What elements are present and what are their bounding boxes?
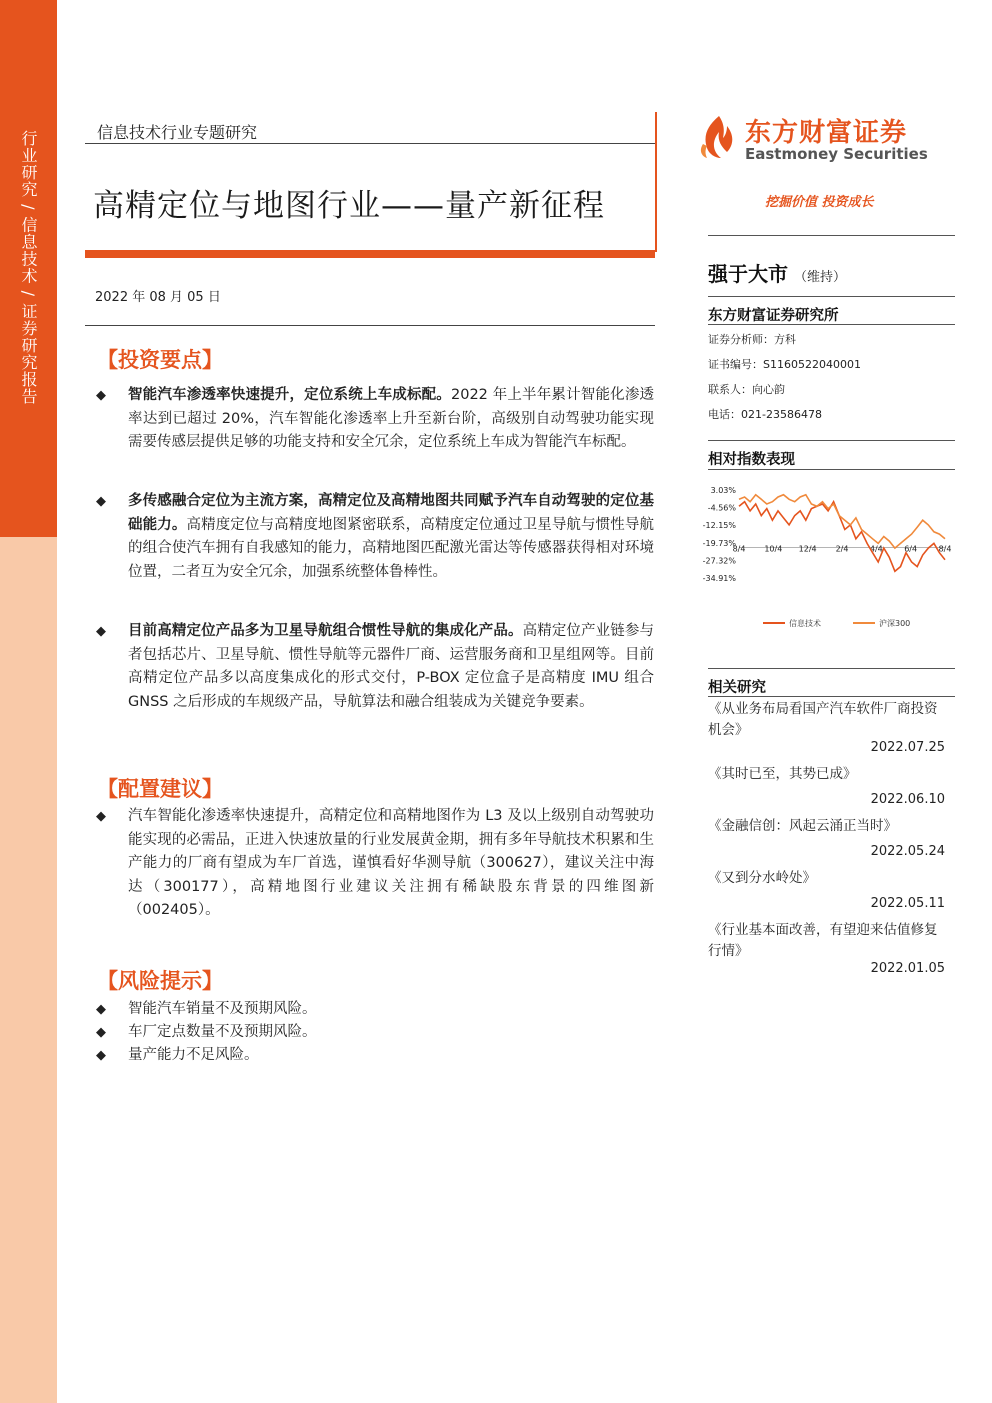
title-underline-bar (85, 250, 655, 258)
bullet-bold-lead: 目前高精定位产品多为卫星导航组合惯性导航的集成化产品。 (128, 623, 523, 639)
brand-name-cn: 东方财富证券 (745, 118, 908, 148)
date-divider (85, 325, 655, 326)
bullet-diamond-icon: ◆ (96, 809, 106, 824)
x-tick-label: 6/4 (904, 544, 918, 554)
invest-bullet-2 (96, 490, 654, 584)
page-title: 高精定位与地图行业——量产新征程 (93, 188, 605, 224)
analyst: 证券分析师：方科 (708, 333, 796, 346)
y-tick-label: -19.73% (703, 538, 736, 548)
brand-name-en: Eastmoney Securities (745, 145, 928, 163)
section-heading-risk: 【风险提示】 (97, 969, 223, 993)
bullet-diamond-icon: ◆ (96, 1025, 106, 1040)
rating-note: （维持） (794, 270, 847, 285)
index-chart-svg (703, 478, 953, 638)
cert-number: 证书编号：S1160522040001 (708, 358, 861, 371)
sidebar-vertical-text: 行业研究 / 信息技术 / 证券研究报告 (19, 130, 38, 406)
sidebar-lower (0, 537, 57, 1403)
risk-item: ◆ 智能汽车销量不及预期风险。 (96, 1001, 317, 1017)
section-heading-invest: 【投资要点】 (97, 348, 223, 372)
section-heading-config: 【配置建议】 (97, 777, 223, 801)
y-tick-label: -27.32% (703, 556, 736, 566)
related-item-title[interactable]: 《从业务布局看国产汽车软件厂商投资机会》 (708, 701, 938, 738)
related-item-title[interactable]: 《其时已至，其势已成》 (708, 766, 857, 782)
bullet-diamond-icon: ◆ (96, 388, 106, 403)
bullet-text: 高精度定位与高精度地图紧密联系，高精度定位通过卫星导航与惯性导航的组合使汽车拥有自我感知的能力，高精地图匹配激光雷达等传感器获得相对环境位置，二者互为安全冗余，加强系统整体鲁棒性。 (128, 516, 655, 580)
y-tick-label: -34.91% (703, 574, 736, 583)
header-divider (85, 143, 655, 144)
x-tick-label: 8/4 (732, 544, 746, 554)
brand-logo (697, 112, 942, 164)
bullet-bold-lead: 多传感融合定位为主流方案，高精定位及高精地图共同赋予汽车自动驾驶的定位基础能力。 (128, 493, 654, 533)
y-tick-label: 3.03% (710, 486, 736, 495)
brand-slogan: 挖掘价值 投资成长 (765, 195, 874, 210)
x-tick-label: 10/4 (764, 544, 783, 554)
bullet-diamond-icon: ◆ (96, 1048, 106, 1063)
right-divider (708, 296, 955, 297)
related-item-date: 2022.07.25 (870, 740, 945, 755)
phone: 电话：021-23586478 (708, 408, 822, 421)
related-item-date: 2022.06.10 (870, 792, 945, 807)
bullet-diamond-icon: ◆ (96, 494, 106, 509)
right-divider (708, 235, 955, 236)
report-date: 2022 年 08 月 05 日 (95, 290, 221, 305)
right-divider (708, 440, 955, 441)
related-item-title[interactable]: 《又到分水岭处》 (708, 870, 816, 886)
bullet-text: 2022 年上半年累计智能化渗透率达到已超过 20%，汽车智能化渗透率上升至新台阶，高级别自动驾驶功能实现需要传感层提供足够的功能支持和安全冗余，定位系统上车成为智能汽车标配。 (128, 387, 655, 450)
config-bullet (96, 805, 654, 923)
header-vertical-rule (655, 112, 657, 252)
bullet-diamond-icon: ◆ (96, 624, 106, 639)
risk-item: ◆ 车厂定点数量不及预期风险。 (96, 1024, 317, 1040)
contact: 联系人：向心韵 (708, 383, 785, 396)
right-divider (708, 668, 955, 669)
related-title: 相关研究 (708, 680, 766, 696)
index-chart (703, 478, 953, 638)
risk-item: ◆ 量产能力不足风险。 (96, 1047, 259, 1063)
y-tick-label: -12.15% (703, 521, 736, 531)
x-tick-label: 8/4 (938, 544, 952, 554)
index-title: 相对指数表现 (708, 452, 795, 468)
institute-name: 东方财富证券研究所 (708, 308, 839, 324)
brand-flame-icon (697, 114, 741, 160)
y-tick-label: -4.56% (707, 503, 736, 513)
related-item-title[interactable]: 《行业基本面改善，有望迎来估值修复行情》 (708, 922, 938, 959)
report-type: 信息技术行业专题研究 (97, 123, 258, 142)
legend-label: 沪深300 (879, 619, 911, 628)
right-divider (708, 324, 955, 325)
x-tick-label: 2/4 (835, 544, 849, 554)
x-tick-label: 12/4 (798, 544, 817, 554)
config-text: 汽车智能化渗透率快速提升，高精定位和高精地图作为 L3 及以上级别自动驾驶功能实现的必需品，正进入快速放量的行业发展黄金期，拥有多年导航技术积累和生产能力的厂商有望成为车厂首选，谨慎看好华测导航（300627），建议关注中海达（300177），高精地图行业建议关注拥有稀缺股东背景的四维图新（002405）。 (128, 808, 654, 918)
rating (708, 258, 846, 287)
invest-bullet-3 (96, 620, 654, 714)
x-tick-label: 4/4 (869, 544, 883, 554)
series-line-0 (739, 502, 945, 572)
related-item-date: 2022.01.05 (870, 961, 945, 976)
bullet-text: 高精定位产业链参与者包括芯片、卫星导航、惯性导航等元器件厂商、运营服务商和卫星组网等。目前高精定位产品多以高度集成化的形式交付，P-BOX 定位盒子是高精度 IMU 组合 GNSS 之后形成的车规级产品，导航算法和融合组装成为关键竞争要素。 (128, 623, 655, 710)
right-divider (708, 696, 955, 697)
right-divider (708, 469, 955, 470)
related-item-date: 2022.05.11 (870, 896, 945, 911)
invest-bullet-1 (96, 384, 654, 455)
bullet-diamond-icon: ◆ (96, 1002, 106, 1017)
rating-label: 强于大市 (708, 262, 788, 286)
legend-label: 信息技术 (789, 619, 821, 628)
bullet-bold-lead: 智能汽车渗透率快速提升，定位系统上车成标配。 (128, 387, 451, 403)
related-item-date: 2022.05.24 (870, 844, 945, 859)
related-item-title[interactable]: 《金融信创：风起云涌正当时》 (708, 818, 897, 834)
